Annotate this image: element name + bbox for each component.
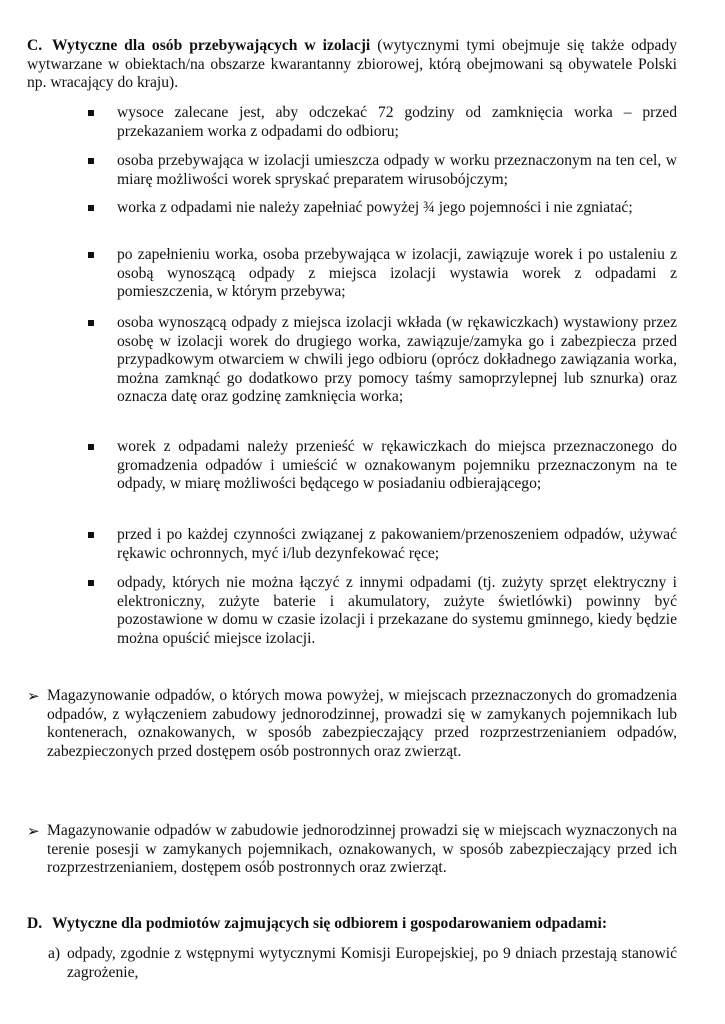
paragraph-text: Magazynowanie odpadów w zabudowie jednorodzinnej prowadzi się w miejscach wyznaczonych na terenie posesji w zamykanych pojemnikach, oznakowanych, w sposób zabezpieczający przed ich rozprzestrzenianiem, dostępem osób postronnych oraz zwierząt. bbox=[47, 822, 677, 877]
list-item-text: przed i po każdej czynności związanej z pakowaniem/przenoszeniem odpadów, używać rękawic ochronnych, myć i/lub dezynfekować ręce; bbox=[117, 526, 677, 562]
square-bullet-icon bbox=[88, 444, 94, 450]
list-item bbox=[88, 526, 677, 563]
list-item-text: worka z odpadami nie należy zapełniać powyżej ¾ jego pojemności i nie zgniatać; bbox=[117, 199, 633, 216]
square-bullet-icon bbox=[88, 158, 94, 164]
section-d-heading bbox=[27, 915, 677, 934]
list-item bbox=[88, 438, 677, 494]
list-item bbox=[88, 246, 677, 302]
list-item-text: odpady, których nie można łączyć z innymi odpadami (tj. zużyty sprzęt elektryczny i elektroniczny, zużyte baterie i akumulatory, zużyte świetlówki) powinny być pozostawione w domu w czasie izolacji i przekazane do systemu gminnego, kiedy będzie można opuścić miejsce izolacji. bbox=[117, 574, 677, 647]
section-c-title: Wytyczne dla osób przebywających w izolacji bbox=[52, 37, 371, 54]
square-bullet-icon bbox=[88, 252, 94, 258]
section-c-letter: C. bbox=[27, 37, 43, 54]
list-item-text: po zapełnieniu worka, osoba przebywająca w izolacji, zawiązuje worek i po ustaleniu z osobą wynoszącą odpady z miejsca izolacji wystawia worek z odpadami z pomieszczenia, w którym przebywa; bbox=[117, 246, 677, 301]
arrow-paragraph bbox=[27, 822, 677, 878]
list-item-text: wysoce zalecane jest, aby odczekać 72 godziny od zamknięcia worka – przed przekazaniem worka z odpadami do odbioru; bbox=[117, 104, 677, 140]
list-item bbox=[88, 574, 677, 648]
section-d-title: Wytyczne dla podmiotów zajmujących się odbiorem i gospodarowaniem odpadami: bbox=[52, 915, 608, 932]
list-item-text: worek z odpadami należy przenieść w rękawiczkach do miejsca przeznaczonego do gromadzenia odpadów i umieścić w oznakowanym pojemniku przeznaczonym na te odpady, w miarę możliwości będącego w posiadaniu odbierającego; bbox=[117, 438, 677, 493]
section-d-letter: D. bbox=[27, 915, 43, 932]
square-bullet-icon bbox=[88, 110, 94, 116]
arrow-bullet-icon: ➢ bbox=[27, 687, 40, 705]
list-item bbox=[88, 152, 677, 189]
square-bullet-icon bbox=[88, 580, 94, 586]
list-item-text: osoba wynoszącą odpady z miejsca izolacji wkłada (w rękawiczkach) wystawiony przez osobę w izolacji worek do drugiego worka, zawiązuje/zamyka go i zabezpiecza przed przypadkowym otwarciem w chwili jego odbioru (oprócz dokładnego zawiązania worka, można zamknąć go dodatkowo przy pomocy taśmy samoprzylepnej lub sznurka) oraz oznacza datę oraz godzinę zamknięcia worka; bbox=[117, 314, 677, 406]
square-bullet-icon bbox=[88, 532, 94, 538]
list-item bbox=[48, 945, 677, 982]
list-item-text: osoba przebywająca w izolacji umieszcza odpady w worku przeznaczonym na ten cel, w miarę możliwości worek spryskać preparatem wirusobójczym; bbox=[117, 152, 677, 188]
list-item bbox=[88, 314, 677, 407]
arrow-paragraph bbox=[27, 687, 677, 761]
square-bullet-icon bbox=[88, 205, 94, 211]
list-item-text: odpady, zgodnie z wstępnymi wytycznymi Komisji Europejskiej, po 9 dniach przestają stanowić zagrożenie, bbox=[67, 945, 677, 981]
paragraph-text: Magazynowanie odpadów, o których mowa powyżej, w miejscach przeznaczonych do gromadzenia odpadów, z wyłączeniem zabudowy jednorodzinnej, prowadzi się w zamykanych pojemnikach lub kontenerach, oznakowanych, w sposób zabezpieczający przed rozprzestrzenianiem odpadów, zabezpieczonych przed dostępem osób postronnych oraz zwierząt. bbox=[47, 687, 677, 760]
list-marker: a) bbox=[48, 945, 61, 962]
list-item bbox=[88, 104, 677, 141]
section-c-intro: (wytycznymi tymi obejmuje się także odpady wytwarzane w obiektach/na obszarze kwarantanny zbiorowej, którą obejmowani są obywatele Polski np. wracający do kraju). bbox=[27, 37, 677, 92]
square-bullet-icon bbox=[88, 320, 94, 326]
list-item bbox=[88, 199, 677, 218]
arrow-bullet-icon: ➢ bbox=[27, 822, 40, 840]
section-c-heading bbox=[27, 37, 677, 93]
